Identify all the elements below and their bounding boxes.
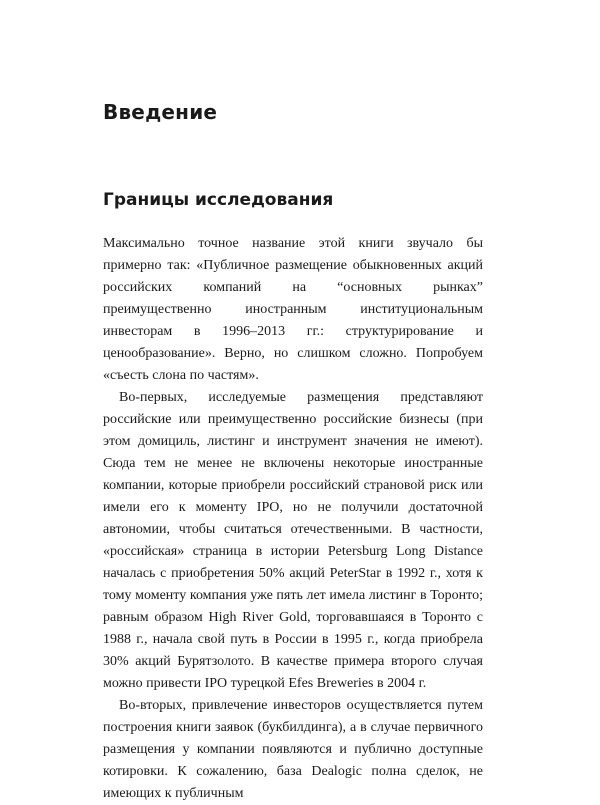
body-text: [103, 233, 483, 805]
section-title: Границы исследования: [103, 190, 334, 210]
chapter-title: Введение: [103, 100, 218, 124]
paragraph-first-point: Во-первых, исследуемые размещения представляют российские или преимущественно российские бизнесы (при этом домициль, листинг и инструмент значения не имеют). Сюда тем не менее не включены некоторые иностранные компании, которые приобрели российский страновой риск или имели его к моменту IPO, но не получили достаточной автономии, чтобы считаться отечественными. В частности, «российская» страница в истории Petersburg Long Distance началась с приобретения 50% акций PeterStar в 1992 г., хотя к тому моменту компания уже пять лет имела листинг в Торонто; равным образом High River Gold, торговавшаяся в Торонто с 1988 г., начала свой путь в России в 1995 г., когда приобрела 30% акций Бурятзолото. В качестве примера второго случая можно привести IPO турецкой Efes Breweries в 2004 г.: [103, 390, 483, 691]
paragraph-intro: Максимально точное название этой книги звучало бы примерно так: «Публичное размещение обыкновенных акций российских компаний на “основных рынках” преимущественно иностранным институциональным инвесторам в 1996–2013 гг.: структурирование и ценообразование». Верно, но слишком сложно. Попробуем «съесть слона по частям».: [103, 236, 483, 383]
paragraph-second-point: Во-вторых, привлечение инвесторов осуществляется путем построения книги заявок (букбилдинга), а в случае первичного размещения у компании появляются и публично доступные котировки. К сожалению, база Dealogic полна сделок, не имеющих к публичным: [103, 698, 483, 801]
